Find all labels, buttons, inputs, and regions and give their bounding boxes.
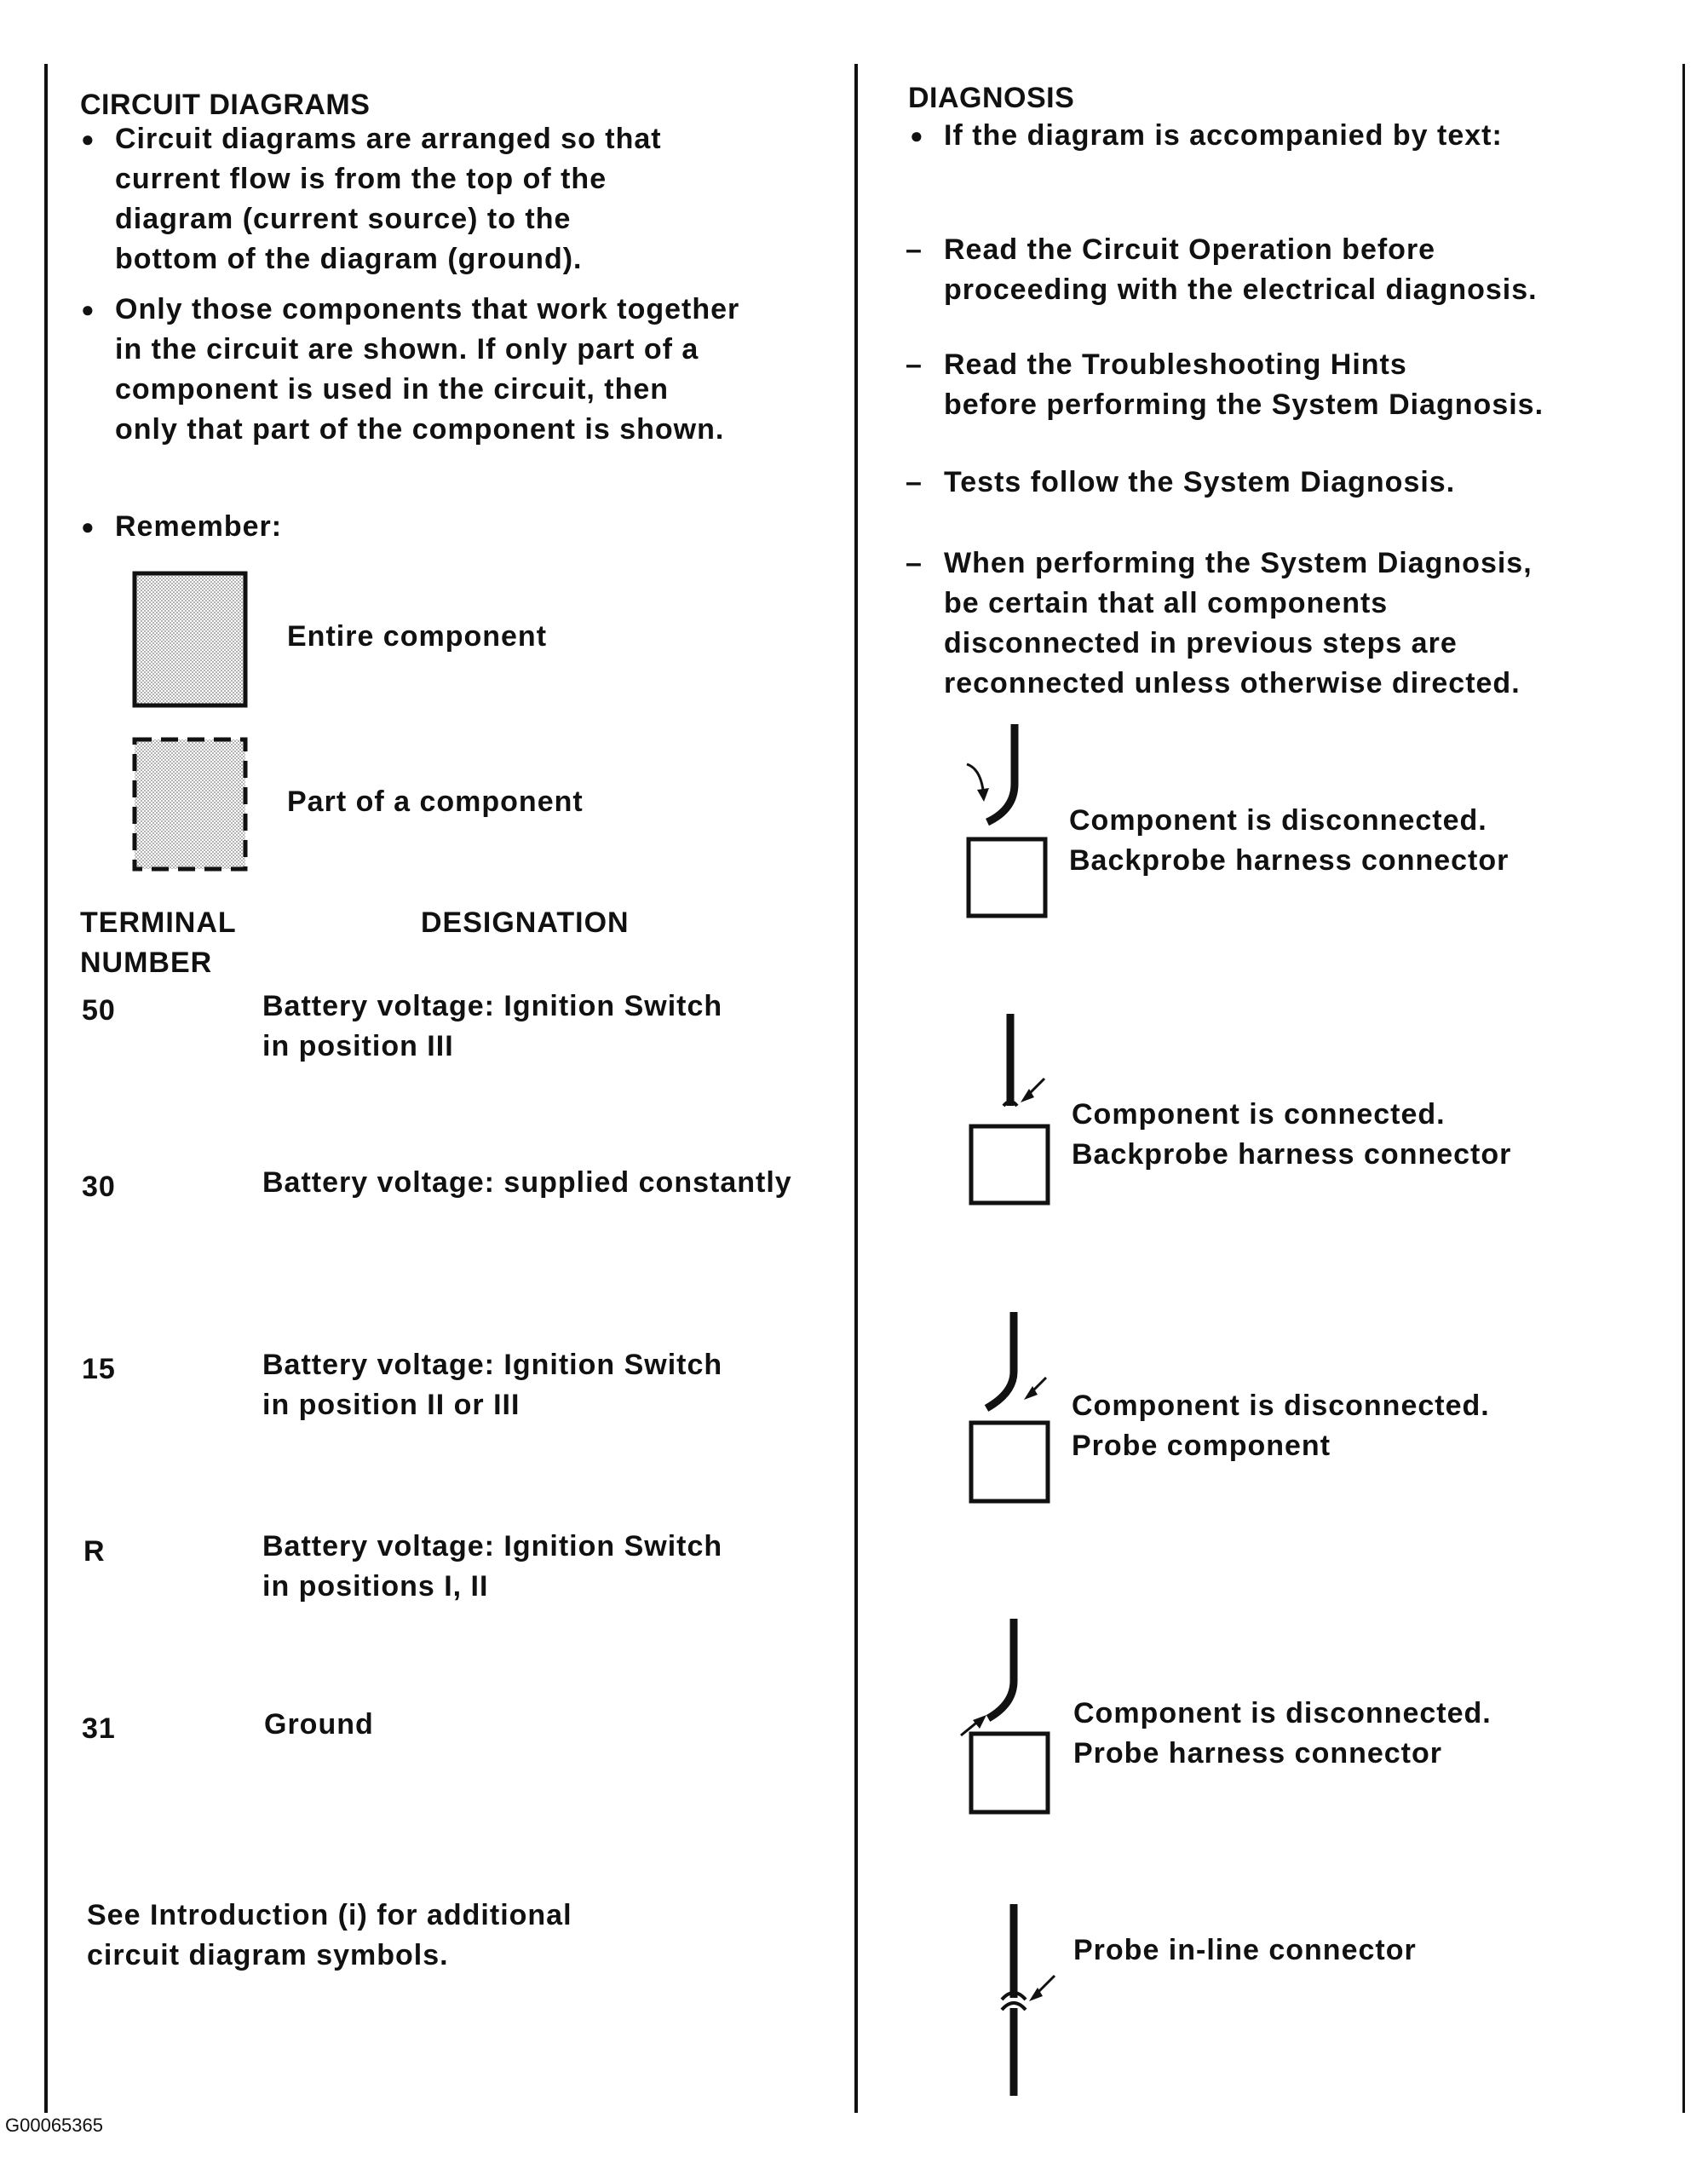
additional-symbols-note: See Introduction (i) for additional circuit diagram symbols. [87, 1899, 572, 1971]
column-divider-rule [854, 64, 858, 2113]
entire-component-symbol [132, 571, 251, 711]
disconnected-probe-harness-symbol [954, 1614, 1056, 1819]
part-of-component-label: Part of a component [287, 786, 584, 818]
symbol-label: Component is disconnected. Probe harness connector [1073, 1697, 1492, 1770]
bullet-diagram-text: ● If the diagram is accompanied by text: [944, 116, 1503, 156]
terminal-number: 30 [82, 1171, 116, 1203]
terminal-designation: Battery voltage: Ignition Switch in position III [262, 990, 723, 1062]
terminal-number: R [83, 1535, 106, 1568]
symbol-label: Component is disconnected. Backprobe harness connector [1069, 804, 1510, 877]
figure-id: G00065365 [5, 2115, 103, 2136]
symbol-label: Component is disconnected. Probe component [1072, 1390, 1490, 1462]
designation-header: DESIGNATION [421, 906, 630, 939]
disconnected-backprobe-symbol [958, 720, 1061, 916]
terminal-number: 31 [82, 1712, 116, 1745]
connected-backprobe-symbol [961, 1014, 1063, 1210]
terminal-number: 50 [82, 994, 116, 1027]
disconnected-probe-component-symbol [961, 1308, 1063, 1512]
right-margin-rule [1682, 64, 1685, 2113]
step-read-circuit-operation: – Read the Circuit Operation before proceeding with the electrical diagnosis. [944, 230, 1538, 310]
bullet-remember: ● Remember: [115, 507, 282, 547]
bullet-components-shown: ● Only those components that work together in the circuit are shown. If only part of a component is used in the circuit, then only that part of the component is shown. [115, 290, 739, 450]
terminal-designation: Battery voltage: Ignition Switch in positions I, II [262, 1530, 723, 1603]
terminal-number-header: TERMINAL NUMBER [80, 906, 237, 979]
circuit-diagrams-heading: CIRCUIT DIAGRAMS [80, 89, 371, 121]
terminal-number: 15 [82, 1353, 116, 1385]
diagnosis-heading: DIAGNOSIS [908, 82, 1075, 114]
terminal-designation: Ground [264, 1708, 374, 1741]
probe-inline-connector-symbol [980, 1904, 1082, 2100]
bullet-current-flow: ● Circuit diagrams are arranged so that current flow is from the top of the diagram (current source) to the bottom of the diagram (ground). [115, 119, 662, 279]
symbol-label: Probe in-line connector [1073, 1934, 1417, 1966]
symbol-label: Component is connected. Backprobe harness connector [1072, 1098, 1512, 1171]
left-margin-rule [44, 64, 48, 2113]
step-tests-follow: – Tests follow the System Diagnosis. [944, 463, 1455, 503]
step-read-troubleshooting-hints: – Read the Troubleshooting Hints before performing the System Diagnosis. [944, 345, 1544, 425]
part-of-component-symbol [132, 737, 251, 878]
step-reconnect-components: – When performing the System Diagnosis, be certain that all components disconnected in previous steps are reconnected unless otherwise directed. [944, 544, 1533, 704]
entire-component-label: Entire component [287, 620, 548, 653]
terminal-designation: Battery voltage: supplied constantly [262, 1166, 792, 1199]
terminal-designation: Battery voltage: Ignition Switch in position II or III [262, 1349, 723, 1421]
